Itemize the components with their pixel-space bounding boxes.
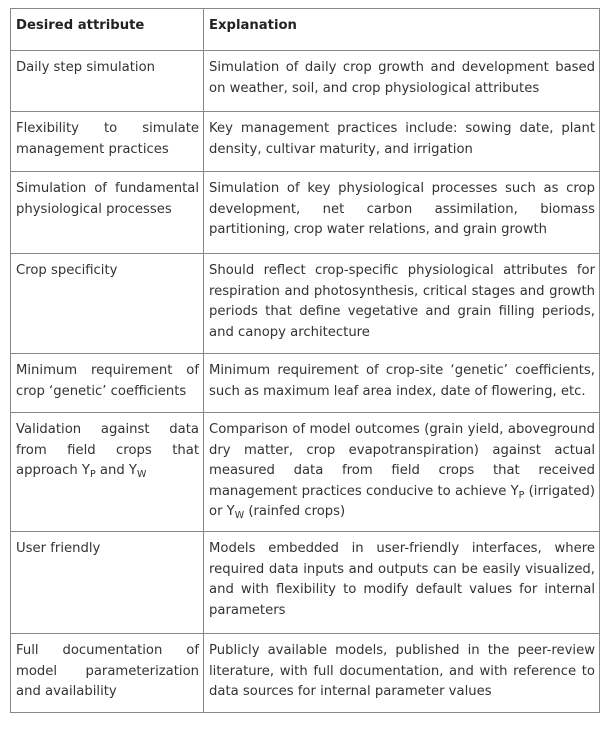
attribute-text: Minimum requirement of crop ‘genetic’ coefficients xyxy=(16,363,199,399)
attribute-cell xyxy=(11,634,204,713)
table-row xyxy=(11,51,600,112)
table-row xyxy=(11,354,600,413)
attribute-cell xyxy=(11,354,204,413)
table-row xyxy=(11,254,600,354)
subscript-p: P xyxy=(89,469,96,480)
subscript-w: W xyxy=(234,510,245,521)
explanation-text: Models embedded in user-friendly interfaces, where required data inputs and outputs can be easily visualized, and with flexibility to modify default values for internal parameters xyxy=(209,541,595,618)
explanation-cell xyxy=(204,634,600,713)
header-explanation: Explanation xyxy=(204,9,600,51)
attribute-text: Simulation of fundamental physiological processes xyxy=(16,181,199,217)
explanation-text xyxy=(209,420,595,523)
attribute-cell xyxy=(11,532,204,634)
attribute-text: Crop specificity xyxy=(16,263,118,278)
attribute-text-part: Validation against data from field crops that approach Y xyxy=(16,422,199,478)
attribute-text: Flexibility to simulate management practices xyxy=(16,121,199,157)
attribute-text xyxy=(16,420,199,482)
explanation-cell xyxy=(204,172,600,254)
table-row xyxy=(11,172,600,254)
attribute-text: Daily step simulation xyxy=(16,60,156,75)
attribute-cell xyxy=(11,413,204,532)
explanation-text: Simulation of daily crop growth and development based on weather, soil, and crop physiological attributes xyxy=(209,60,595,96)
subscript-p: P xyxy=(518,489,525,501)
table-row xyxy=(11,532,600,634)
explanation-text-part: (rainfed crops) xyxy=(244,504,346,519)
explanation-text-part: (irrigated) or Y xyxy=(209,483,595,519)
header-desired-attribute: Desired attribute xyxy=(11,9,204,51)
attribute-cell xyxy=(11,254,204,354)
attributes-table xyxy=(10,8,600,713)
table-header-row xyxy=(11,9,600,51)
attribute-text: Full documentation of model parameterization and availability xyxy=(16,643,199,699)
explanation-text: Publicly available models, published in the peer-review literature, with full documentation, and with reference to data sources for internal parameter values xyxy=(209,643,595,699)
table-row xyxy=(11,634,600,713)
explanation-cell xyxy=(204,354,600,413)
explanation-cell xyxy=(204,254,600,354)
attribute-cell xyxy=(11,172,204,254)
attribute-cell xyxy=(11,112,204,172)
subscript-w: W xyxy=(136,469,147,480)
explanation-text: Should reflect crop-specific physiological attributes for respiration and photosynthesis, critical stages and growth periods that define vegetative and grain filling periods, and canopy architecture xyxy=(209,263,595,340)
explanation-text: Simulation of key physiological processes such as crop development, net carbon assimilation, biomass partitioning, crop water relations, and grain growth xyxy=(209,181,595,237)
attribute-text: User friendly xyxy=(16,541,101,556)
attribute-text-part: and Y xyxy=(95,463,137,478)
explanation-cell xyxy=(204,112,600,172)
table-row xyxy=(11,413,600,532)
attribute-cell xyxy=(11,51,204,112)
table-row xyxy=(11,112,600,172)
explanation-cell xyxy=(204,413,600,532)
explanation-text-part: Comparison of model outcomes (grain yield, aboveground dry matter, crop evapotranspiration) against actual measured data from field crops that received management practices conducive to achieve Y xyxy=(209,422,595,499)
explanation-cell xyxy=(204,532,600,634)
explanation-text: Key management practices include: sowing date, plant density, cultivar maturity, and irrigation xyxy=(209,121,595,157)
explanation-cell xyxy=(204,51,600,112)
explanation-text: Minimum requirement of crop-site ‘genetic’ coefficients, such as maximum leaf area index, date of flowering, etc. xyxy=(209,363,595,399)
